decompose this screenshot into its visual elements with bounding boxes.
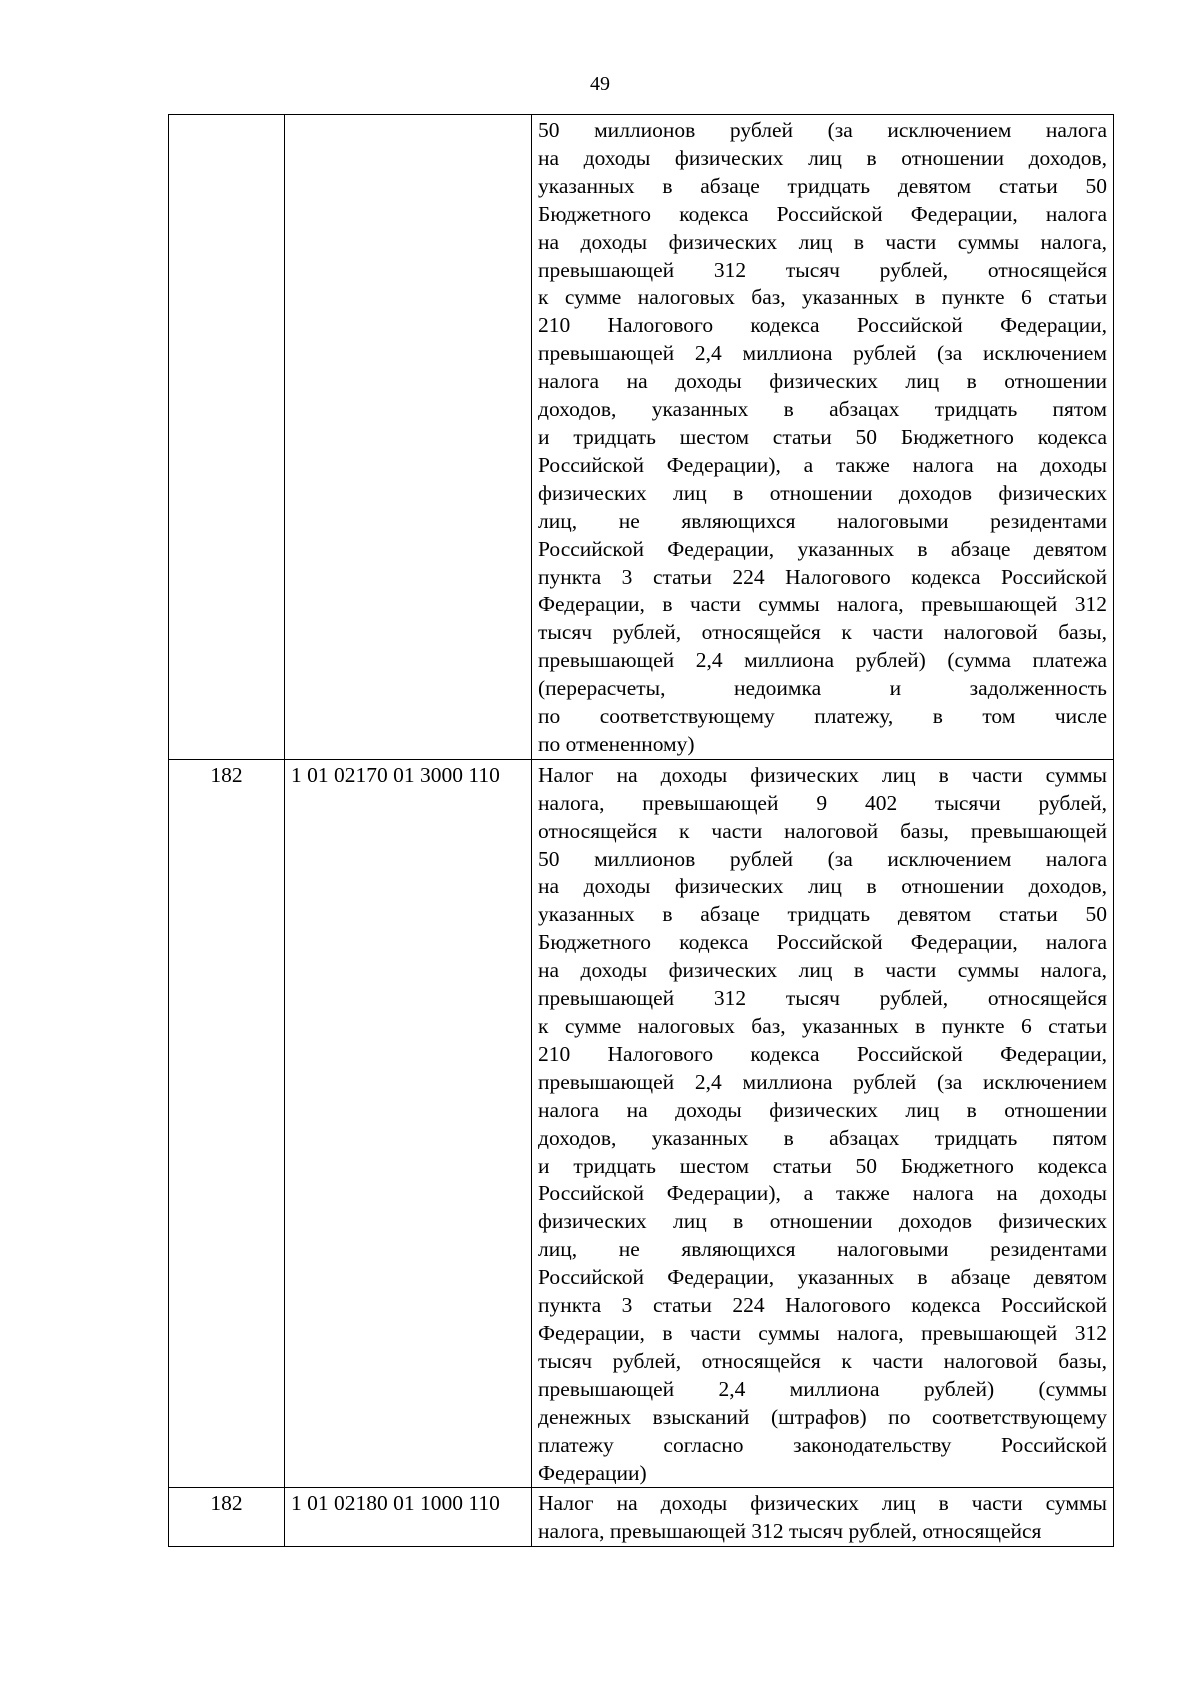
description-line: платежу согласно законодательству Российской	[538, 1432, 1107, 1457]
description-line: 50 миллионов рублей (за исключением налога	[538, 118, 1107, 142]
description-line: тысяч рублей, относящейся к части налоговой базы,	[538, 620, 1107, 645]
description-line: превышающей 2,4 миллиона рублей) (суммы	[538, 1376, 1107, 1401]
description-line: Налог на доходы физических лиц в части суммы	[538, 762, 1107, 787]
description-line: налога на доходы физических лиц в отношении	[538, 369, 1107, 394]
description-line: Налог на доходы физических лиц в части суммы	[538, 1491, 1107, 1516]
admin-code-cell: 182	[169, 759, 285, 1488]
kbk-code-cell: 1 01 02170 01 3000 110	[285, 759, 532, 1488]
description-line: на доходы физических лиц в отношении доходов,	[538, 874, 1107, 899]
description-line: превышающей 312 тысяч рублей, относящейся	[538, 986, 1107, 1011]
description-line: доходов, указанных в абзацах тридцать пятом	[538, 1125, 1107, 1150]
description-line: к сумме налоговых баз, указанных в пункте 6 статьи	[538, 1014, 1107, 1038]
description-line: денежных взысканий (штрафов) по соответствующему	[538, 1404, 1107, 1429]
description-line: превышающей 2,4 миллиона рублей (за исключением	[538, 1069, 1107, 1094]
description-line: Бюджетного кодекса Российской Федерации, налога	[538, 201, 1107, 226]
description-line: физических лиц в отношении доходов физических	[538, 1209, 1107, 1234]
table-row	[169, 759, 1114, 1488]
description-cell	[532, 1488, 1114, 1547]
description-line: 210 Налогового кодекса Российской Федерации,	[538, 1041, 1107, 1066]
description-line: пункта 3 статьи 224 Налогового кодекса Российской	[538, 1293, 1107, 1318]
description-line: на доходы физических лиц в части суммы налога,	[538, 229, 1107, 254]
description-line: Российской Федерации, указанных в абзаце девятом	[538, 536, 1107, 561]
kbk-code-cell	[285, 115, 532, 760]
description-line: Бюджетного кодекса Российской Федерации, налога	[538, 930, 1107, 955]
description-line: 210 Налогового кодекса Российской Федерации,	[538, 313, 1107, 338]
page-number: 49	[590, 73, 610, 95]
description-cell	[532, 759, 1114, 1488]
description-line: налога на доходы физических лиц в отношении	[538, 1097, 1107, 1122]
table-row	[169, 1488, 1114, 1547]
description-line: Российской Федерации, указанных в абзаце девятом	[538, 1265, 1107, 1290]
description-line: Федерации, в части суммы налога, превышающей 312	[538, 592, 1107, 617]
description-line: 50 миллионов рублей (за исключением налога	[538, 846, 1107, 871]
description-line: к сумме налоговых баз, указанных в пункте 6 статьи	[538, 285, 1107, 310]
admin-code-cell	[169, 115, 285, 760]
description-line: Российской Федерации), а также налога на доходы	[538, 452, 1107, 477]
description-cell	[532, 115, 1114, 760]
description-line: на доходы физических лиц в отношении доходов,	[538, 145, 1107, 170]
description-line: пункта 3 статьи 224 Налогового кодекса Российской	[538, 564, 1107, 589]
kbk-code-cell: 1 01 02180 01 1000 110	[285, 1488, 532, 1547]
description-line: лиц, не являющихся налоговыми резидентами	[538, 1237, 1107, 1262]
description-line: превышающей 312 тысяч рублей, относящейся	[538, 257, 1107, 282]
table-row	[169, 115, 1114, 760]
description-line: на доходы физических лиц в части суммы налога,	[538, 958, 1107, 983]
description-line: Российской Федерации), а также налога на доходы	[538, 1181, 1107, 1206]
description-line: лиц, не являющихся налоговыми резидентами	[538, 508, 1107, 533]
description-line: по отмененному)	[538, 731, 695, 756]
description-line: доходов, указанных в абзацах тридцать пятом	[538, 397, 1107, 422]
description-line: указанных в абзаце тридцать девятом статьи 50	[538, 173, 1107, 198]
description-line: Федерации, в части суммы налога, превышающей 312	[538, 1320, 1107, 1345]
description-line: превышающей 2,4 миллиона рублей) (сумма платежа	[538, 648, 1107, 673]
budget-classification-table	[168, 114, 1114, 1547]
description-line: указанных в абзаце тридцать девятом статьи 50	[538, 902, 1107, 927]
admin-code-cell: 182	[169, 1488, 285, 1547]
description-line: физических лиц в отношении доходов физических	[538, 480, 1107, 505]
description-line: и тридцать шестом статьи 50 Бюджетного кодекса	[538, 424, 1107, 449]
description-line: тысяч рублей, относящейся к части налоговой базы,	[538, 1348, 1107, 1373]
description-line: (перерасчеты, недоимка и задолженность	[538, 676, 1107, 701]
description-line: налога, превышающей 9 402 тысячи рублей,	[538, 790, 1107, 815]
description-line: Федерации)	[538, 1460, 647, 1485]
description-line: относящейся к части налоговой базы, превышающей	[538, 818, 1107, 843]
description-line: превышающей 2,4 миллиона рублей (за исключением	[538, 341, 1107, 366]
table-body	[169, 115, 1114, 1547]
description-line: и тридцать шестом статьи 50 Бюджетного кодекса	[538, 1153, 1107, 1178]
description-line: по соответствующему платежу, в том числе	[538, 704, 1107, 729]
description-line: налога, превышающей 312 тысяч рублей, относящейся	[538, 1519, 1042, 1544]
